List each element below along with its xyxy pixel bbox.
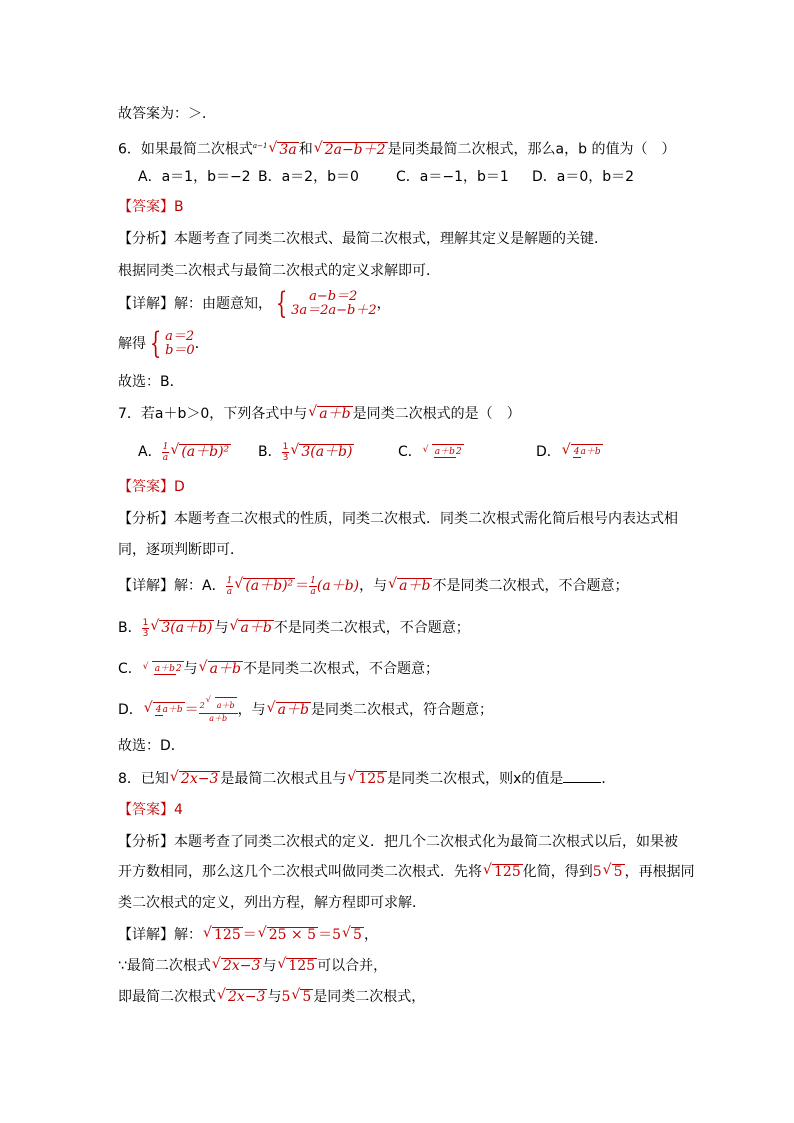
q7-choose: 故选：D． <box>118 738 185 754</box>
q6-choose: 故选：B． <box>118 374 184 390</box>
q6-option-a: A．a＝1，b＝−2 <box>138 169 251 185</box>
q6-stem: 6．如果最简二次根式$^{a-1}$√ 3a 和√ 2a−b＋2 是同类最简二次根式，那么a，b 的值为（ ） <box>118 136 675 160</box>
q7-analysis-1: 【分析】本题考查二次根式的性质，同类二次根式．同类二次根式需化简后根号内表达式相 <box>118 511 678 527</box>
q6-option-b: B．a＝2，b＝0 <box>258 169 359 185</box>
q8-stem: 8．已知√ 2x−3 是最简二次根式且与√ 125 是同类二次根式，则x的值是 ． <box>118 769 615 789</box>
q8-analysis-1: 【分析】本题考查了同类二次根式的定义．把几个二次根式化为最简二次根式以后，如果被 <box>118 834 678 850</box>
q8-answer: 【答案】4 <box>118 802 183 818</box>
answer-blank <box>563 770 601 783</box>
q7-option-d: D． √ 4a＋b <box>536 442 603 462</box>
q6-analysis-1: 【分析】本题考查了同类二次根式、最简二次根式，理解其定义是解题的关键． <box>118 231 608 247</box>
q7-options <box>138 438 603 466</box>
q7-detail-c: C． √ a＋b2 与 √ a＋b 不是同类二次根式，不合题意； <box>118 655 439 683</box>
q6-system-2: { a＝2 b＝0 <box>149 326 195 361</box>
q7-detail-d: D． √ 4a＋b ＝ $\frac{2√ a+b}{a+b}$ ，与 √ a＋b 是同类二次根式，符合题意； <box>118 694 493 726</box>
q8-detail: 【详解】解：√ 125 ＝√ 25 × 5 ＝5√ 5 ， <box>118 925 378 945</box>
q7-option-c: C． √ a＋b2 <box>398 442 536 462</box>
q8-because: ∵最简二次根式√ 2x−3 与√ 125 可以合并， <box>118 956 387 976</box>
q8-analysis-3: 类二次根式的定义，列出方程，解方程即可求解． <box>118 895 426 911</box>
q8-ie: 即最简二次根式√ 2x−3 与5√ 5 是同类二次根式， <box>118 987 425 1007</box>
q6-system-1: { a−b＝2 3a＝2a−b＋2 <box>275 286 377 321</box>
q6-solve: 解得 { a＝2 b＝0 ． <box>118 326 209 361</box>
q6-answer: 【答案】B <box>118 199 184 215</box>
q7-option-a: A． $\frac{1}{a}$ √ (a＋b)² <box>138 442 258 463</box>
q6-analysis-2: 根据同类二次根式与最简二次根式的定义求解即可． <box>118 263 440 279</box>
q7-option-b: B． $\frac{1}{3}$ √ 3(a＋b) <box>258 442 398 463</box>
q7-analysis-2: 同，逐项判断即可． <box>118 542 244 558</box>
q6-options <box>138 167 634 187</box>
q6-detail: 【详解】解：由题意知， { a−b＝2 3a＝2a−b＋2 ， <box>118 286 391 321</box>
answer-line: 故答案为：＞． <box>118 106 216 122</box>
q7-detail-a: 【详解】解：A． $\frac{1}{a}$ √ (a＋b)² ＝ $\frac{1}{a}$ (a＋b) ，与 √ a＋b 不是同类二次根式，不合题意； <box>118 572 628 600</box>
q7-answer: 【答案】D <box>118 479 185 495</box>
q7-stem: 7．若a＋b＞0，下列各式中与√ a＋b 是同类二次根式的是（ ） <box>118 404 521 424</box>
q6-option-c: C．a＝−1，b＝1 <box>396 169 509 185</box>
q7-detail-b: B． $\frac{1}{3}$ √ 3(a＋b) 与 √ a＋b 不是同类二次根式，不合题意； <box>118 616 470 640</box>
q6-option-d: D．a＝0，b＝2 <box>532 169 635 185</box>
q8-analysis-2: 开方数相同，那么这几个二次根式叫做同类二次根式．先将√ 125 化简，得到5√ 5 ，再根据同 <box>118 862 695 882</box>
